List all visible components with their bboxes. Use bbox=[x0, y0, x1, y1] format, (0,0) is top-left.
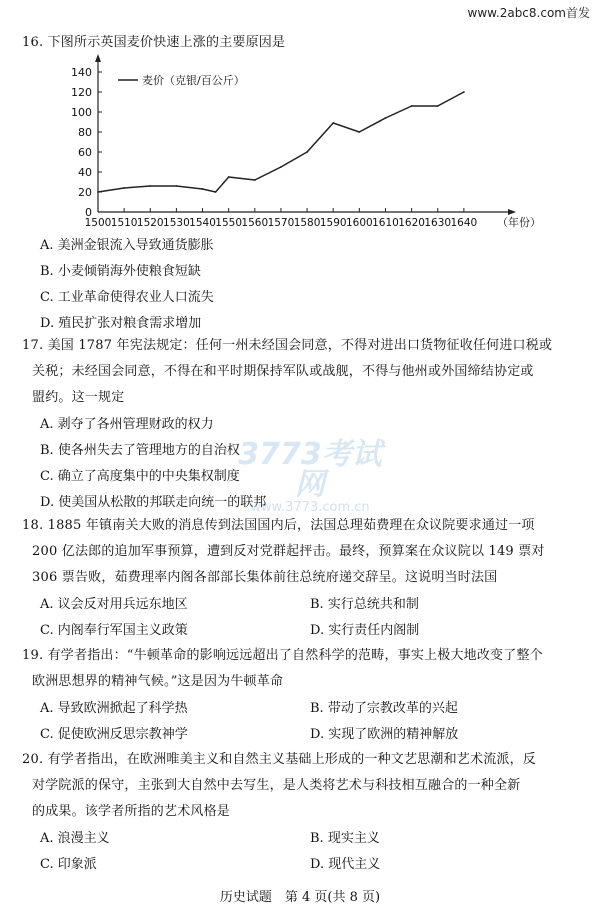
q16-stem: 16. 下图所示英国麦价快速上涨的主要原因是 bbox=[22, 35, 286, 50]
y-tick-label: 60 bbox=[78, 146, 92, 159]
x-tick-label: 1610 bbox=[372, 217, 399, 229]
data-point bbox=[215, 191, 217, 193]
q17-line-2: 关税；未经国会同意，不得在和平时期保持军队或战舰，不得与他州或外国缔结协定或 bbox=[32, 364, 534, 379]
q16-option-a[interactable]: A. 美洲金银流入导致通货膨胀 bbox=[40, 238, 214, 253]
y-tick-label: 100 bbox=[71, 106, 92, 119]
q18-line-1: 18. 1885 年镇南关大败的消息传到法国国内后，法国总理茹费理在众议院要求通过一项 bbox=[22, 518, 535, 533]
x-tick-label: 1500 bbox=[84, 217, 112, 229]
q18-stem bbox=[22, 513, 582, 591]
q17-line-3: 盟约。这一规定 bbox=[32, 390, 125, 405]
data-point bbox=[123, 187, 125, 189]
data-point bbox=[411, 105, 413, 107]
chart-ticks bbox=[71, 66, 541, 229]
x-tick-label: 1640 bbox=[450, 217, 478, 229]
x-tick-label: 1520 bbox=[136, 217, 164, 229]
x-tick-label: 1620 bbox=[398, 217, 425, 229]
legend-label: 麦价（克银/百公斤） bbox=[142, 74, 245, 87]
x-tick-label: 1580 bbox=[293, 217, 321, 229]
q20-option-b[interactable]: B. 现实主义 bbox=[310, 831, 380, 846]
y-axis-arrow bbox=[95, 54, 101, 62]
q20-option-c[interactable]: C. 印象派 bbox=[40, 857, 97, 872]
x-axis-label: （年份） bbox=[497, 216, 541, 229]
x-tick-label: 1570 bbox=[267, 217, 295, 229]
q19-option-c[interactable]: C. 促使欧洲反思宗教神学 bbox=[40, 727, 188, 742]
x-axis-arrow bbox=[508, 209, 516, 215]
q17-option-a[interactable]: A. 剥夺了各州管理财政的权力 bbox=[40, 417, 214, 432]
y-tick-label: 140 bbox=[71, 66, 92, 79]
data-point bbox=[332, 122, 334, 124]
q17-stem bbox=[22, 333, 582, 411]
q18-option-a[interactable]: A. 议会反对用兵远东地区 bbox=[40, 597, 188, 612]
watermark-url: www.3773.com.cn bbox=[250, 500, 370, 515]
q19-line-2: 欧洲思想界的精神气候。”这是因为牛顿革命 bbox=[32, 674, 284, 689]
q16-option-d[interactable]: D. 殖民扩张对粮食需求增加 bbox=[40, 316, 202, 331]
data-point bbox=[176, 185, 178, 187]
page-footer: 历史试题 第 4 页(共 8 页) bbox=[219, 890, 381, 905]
q17-line-1: 17. 美国 1787 年宪法规定：任何一州未经国会同意，不得对进出口货物征收任何进口税或 bbox=[22, 338, 553, 353]
data-point bbox=[358, 131, 360, 133]
q18-option-b[interactable]: B. 实行总统共和制 bbox=[310, 597, 419, 612]
q19-option-d[interactable]: D. 实现了欧洲的精神解放 bbox=[310, 727, 459, 742]
y-tick-label: 0 bbox=[85, 206, 92, 219]
q20-line-2: 对学院派的保守，主张到大自然中去写生，是人类将艺术与科技相互融合的一种全新 bbox=[32, 778, 521, 793]
q19-line-1: 19. 有学者指出：“牛顿革命的影响远远超出了自然科学的范畴，事实上极大地改变了整个 bbox=[22, 648, 543, 663]
y-tick-label: 40 bbox=[78, 166, 92, 179]
q19-option-a[interactable]: A. 导致欧洲掀起了科学热 bbox=[40, 701, 188, 716]
q18-line-3: 306 票告败，茹费理率内阁各部部长集体前往总统府递交辞呈。这说明当时法国 bbox=[32, 570, 498, 585]
x-tick-label: 1600 bbox=[345, 217, 373, 229]
q16-option-b[interactable]: B. 小麦倾销海外使粮食短缺 bbox=[40, 264, 201, 279]
watermark-logo: 3773考试网 bbox=[238, 437, 382, 502]
series-line-wheat-price bbox=[98, 92, 464, 192]
x-tick-label: 1630 bbox=[424, 217, 452, 229]
y-tick-label: 120 bbox=[71, 86, 92, 99]
data-point bbox=[254, 179, 256, 181]
q20-line-3: 的成果。该学者所指的艺术风格是 bbox=[32, 804, 231, 819]
x-tick-label: 1550 bbox=[215, 217, 243, 229]
q18-line-2: 200 亿法郎的追加军事预算，遭到反对党群起抨击。最终，预算案在众议院以 149 票对 bbox=[32, 544, 545, 559]
q17-option-c[interactable]: C. 确立了高度集中的中央集权制度 bbox=[40, 469, 240, 484]
data-point bbox=[149, 185, 151, 187]
data-point bbox=[228, 176, 230, 178]
chart-series bbox=[97, 91, 465, 193]
q18-option-d[interactable]: D. 实行责任内阁制 bbox=[310, 623, 420, 638]
x-tick-label: 1510 bbox=[110, 217, 138, 229]
q20-option-a[interactable]: A. 浪漫主义 bbox=[40, 831, 110, 846]
data-point bbox=[437, 105, 439, 107]
y-tick-label: 20 bbox=[78, 186, 92, 199]
q19-option-b[interactable]: B. 带动了宗教改革的兴起 bbox=[310, 701, 458, 716]
q17-option-d[interactable]: D. 使美国从松散的邦联走向统一的联邦 bbox=[40, 495, 267, 510]
x-tick-label: 1530 bbox=[163, 217, 190, 229]
x-tick-label: 1560 bbox=[241, 217, 269, 229]
q19-stem bbox=[22, 643, 582, 695]
q16-option-c[interactable]: C. 工业革命使得农业人口流失 bbox=[40, 290, 214, 305]
chart-legend bbox=[118, 73, 245, 87]
q20-option-d[interactable]: D. 现代主义 bbox=[310, 857, 381, 872]
q20-line-1: 20. 有学者指出，在欧洲唯美主义和自然主义基础上形成的一种文艺思潮和艺术流派，反 bbox=[22, 752, 537, 767]
data-point bbox=[280, 166, 282, 168]
site-header[interactable]: www.2abc8.com首发 bbox=[467, 6, 590, 20]
data-point bbox=[385, 117, 387, 119]
data-point bbox=[463, 91, 465, 93]
data-point bbox=[202, 188, 204, 190]
x-tick-label: 1590 bbox=[319, 217, 347, 229]
data-point bbox=[97, 191, 99, 193]
data-point bbox=[306, 151, 308, 153]
q17-option-b[interactable]: B. 使各州失去了管理地方的自治权 bbox=[40, 443, 240, 458]
x-tick-label: 1540 bbox=[189, 217, 216, 229]
y-tick-label: 80 bbox=[78, 126, 92, 139]
q18-option-c[interactable]: C. 内阁奉行军国主义政策 bbox=[40, 623, 188, 638]
q20-stem bbox=[22, 747, 582, 825]
